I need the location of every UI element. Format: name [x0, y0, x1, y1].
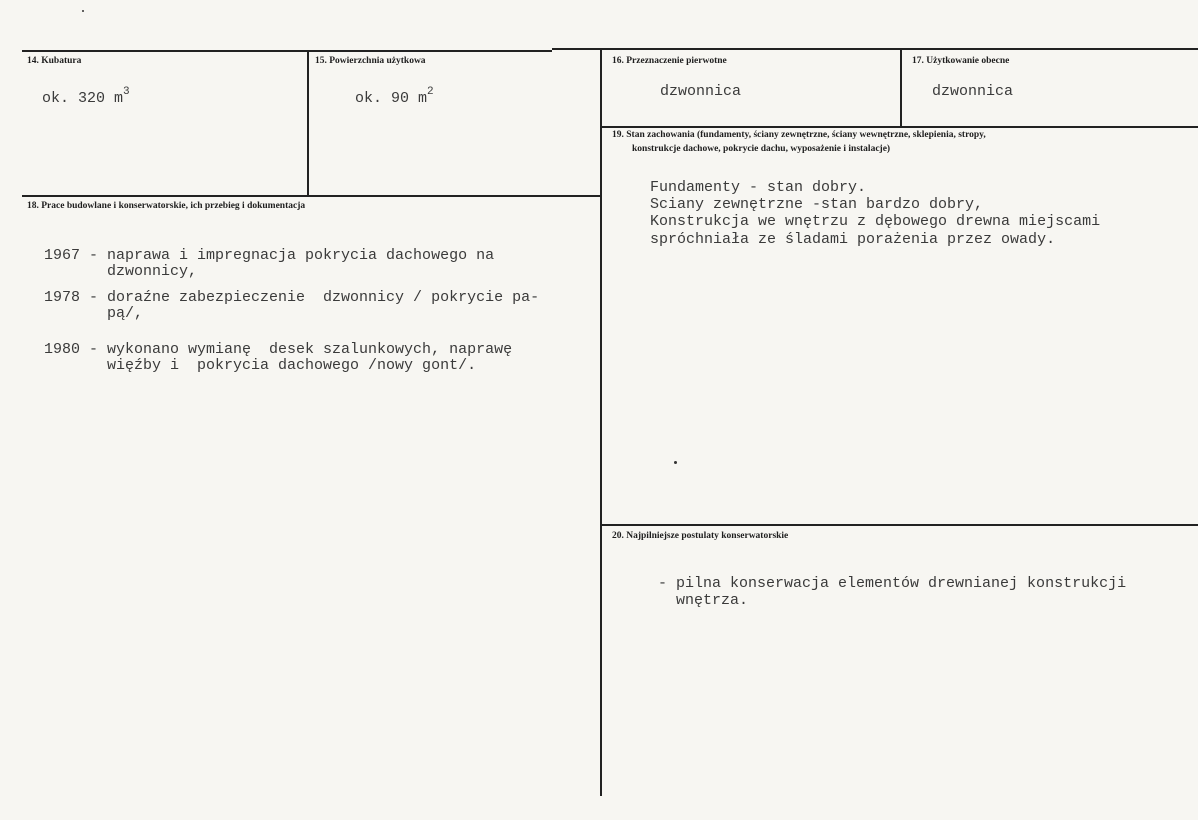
powierzchnia-value: ok. 90 $m^2$ [355, 86, 434, 107]
divider-14-15 [307, 51, 309, 196]
stan-line: spróchniała ze śladami porażenia przez owady. [650, 231, 1056, 248]
divider-center [600, 50, 602, 796]
stan-line: Sciany zewnętrzne -stan bardzo dobry, [650, 196, 984, 213]
prace-budowlane-label: 18. Prace budowlane i konserwatorskie, ich przebieg i dokumentacja [27, 201, 306, 211]
paper-speck [82, 10, 84, 12]
paper-speck [674, 461, 677, 464]
przeznaczenie-value: dzwonnica [660, 83, 742, 100]
stan-zachowania-label-line1: 19. Stan zachowania (fundamenty, ściany zewnętrzne, ściany wewnętrzne, sklepienia, stropy, [612, 130, 986, 140]
row-divider-right-bottom [601, 524, 1198, 526]
uzytkowanie-value: dzwonnica [932, 83, 1014, 100]
top-border-left [22, 50, 552, 52]
top-border-right [552, 48, 1198, 50]
prace-line: pą/, [44, 305, 144, 322]
prace-line: dzwonnicy, [44, 263, 198, 280]
row-divider-right-top [601, 126, 1198, 128]
postulaty-line: wnętrza. [658, 592, 749, 609]
prace-line: 1980 - wykonano wymianę desek szalunkowych, naprawę [44, 341, 513, 358]
row-divider-left [22, 195, 602, 197]
stan-line: Konstrukcja we wnętrzu z dębowego drewna miejscami [650, 213, 1101, 230]
prace-line: 1967 - naprawa i impregnacja pokrycia dachowego na [44, 247, 495, 264]
divider-16-17 [900, 49, 902, 128]
prace-line: więźby i pokrycia dachowego /nowy gont/. [44, 357, 477, 374]
postulaty-label: 20. Najpilniejsze postulaty konserwatorskie [612, 531, 789, 541]
kubatura-label: 14. Kubatura [27, 56, 82, 66]
uzytkowanie-label: 17. Użytkowanie obecne [912, 56, 1010, 66]
kubatura-value: ok. 320 $m^3$ [42, 86, 130, 107]
postulaty-line: - pilna konserwacja elementów drewnianej konstrukcji [658, 575, 1127, 592]
prace-line: 1978 - doraźne zabezpieczenie dzwonnicy / pokrycie pa- [44, 289, 540, 306]
stan-line: Fundamenty - stan dobry. [650, 179, 867, 196]
przeznaczenie-label: 16. Przeznaczenie pierwotne [612, 56, 727, 66]
powierzchnia-label: 15. Powierzchnia użytkowa [315, 56, 426, 66]
stan-zachowania-label-line2: konstrukcje dachowe, pokrycie dachu, wyposażenie i instalacje) [632, 144, 891, 154]
